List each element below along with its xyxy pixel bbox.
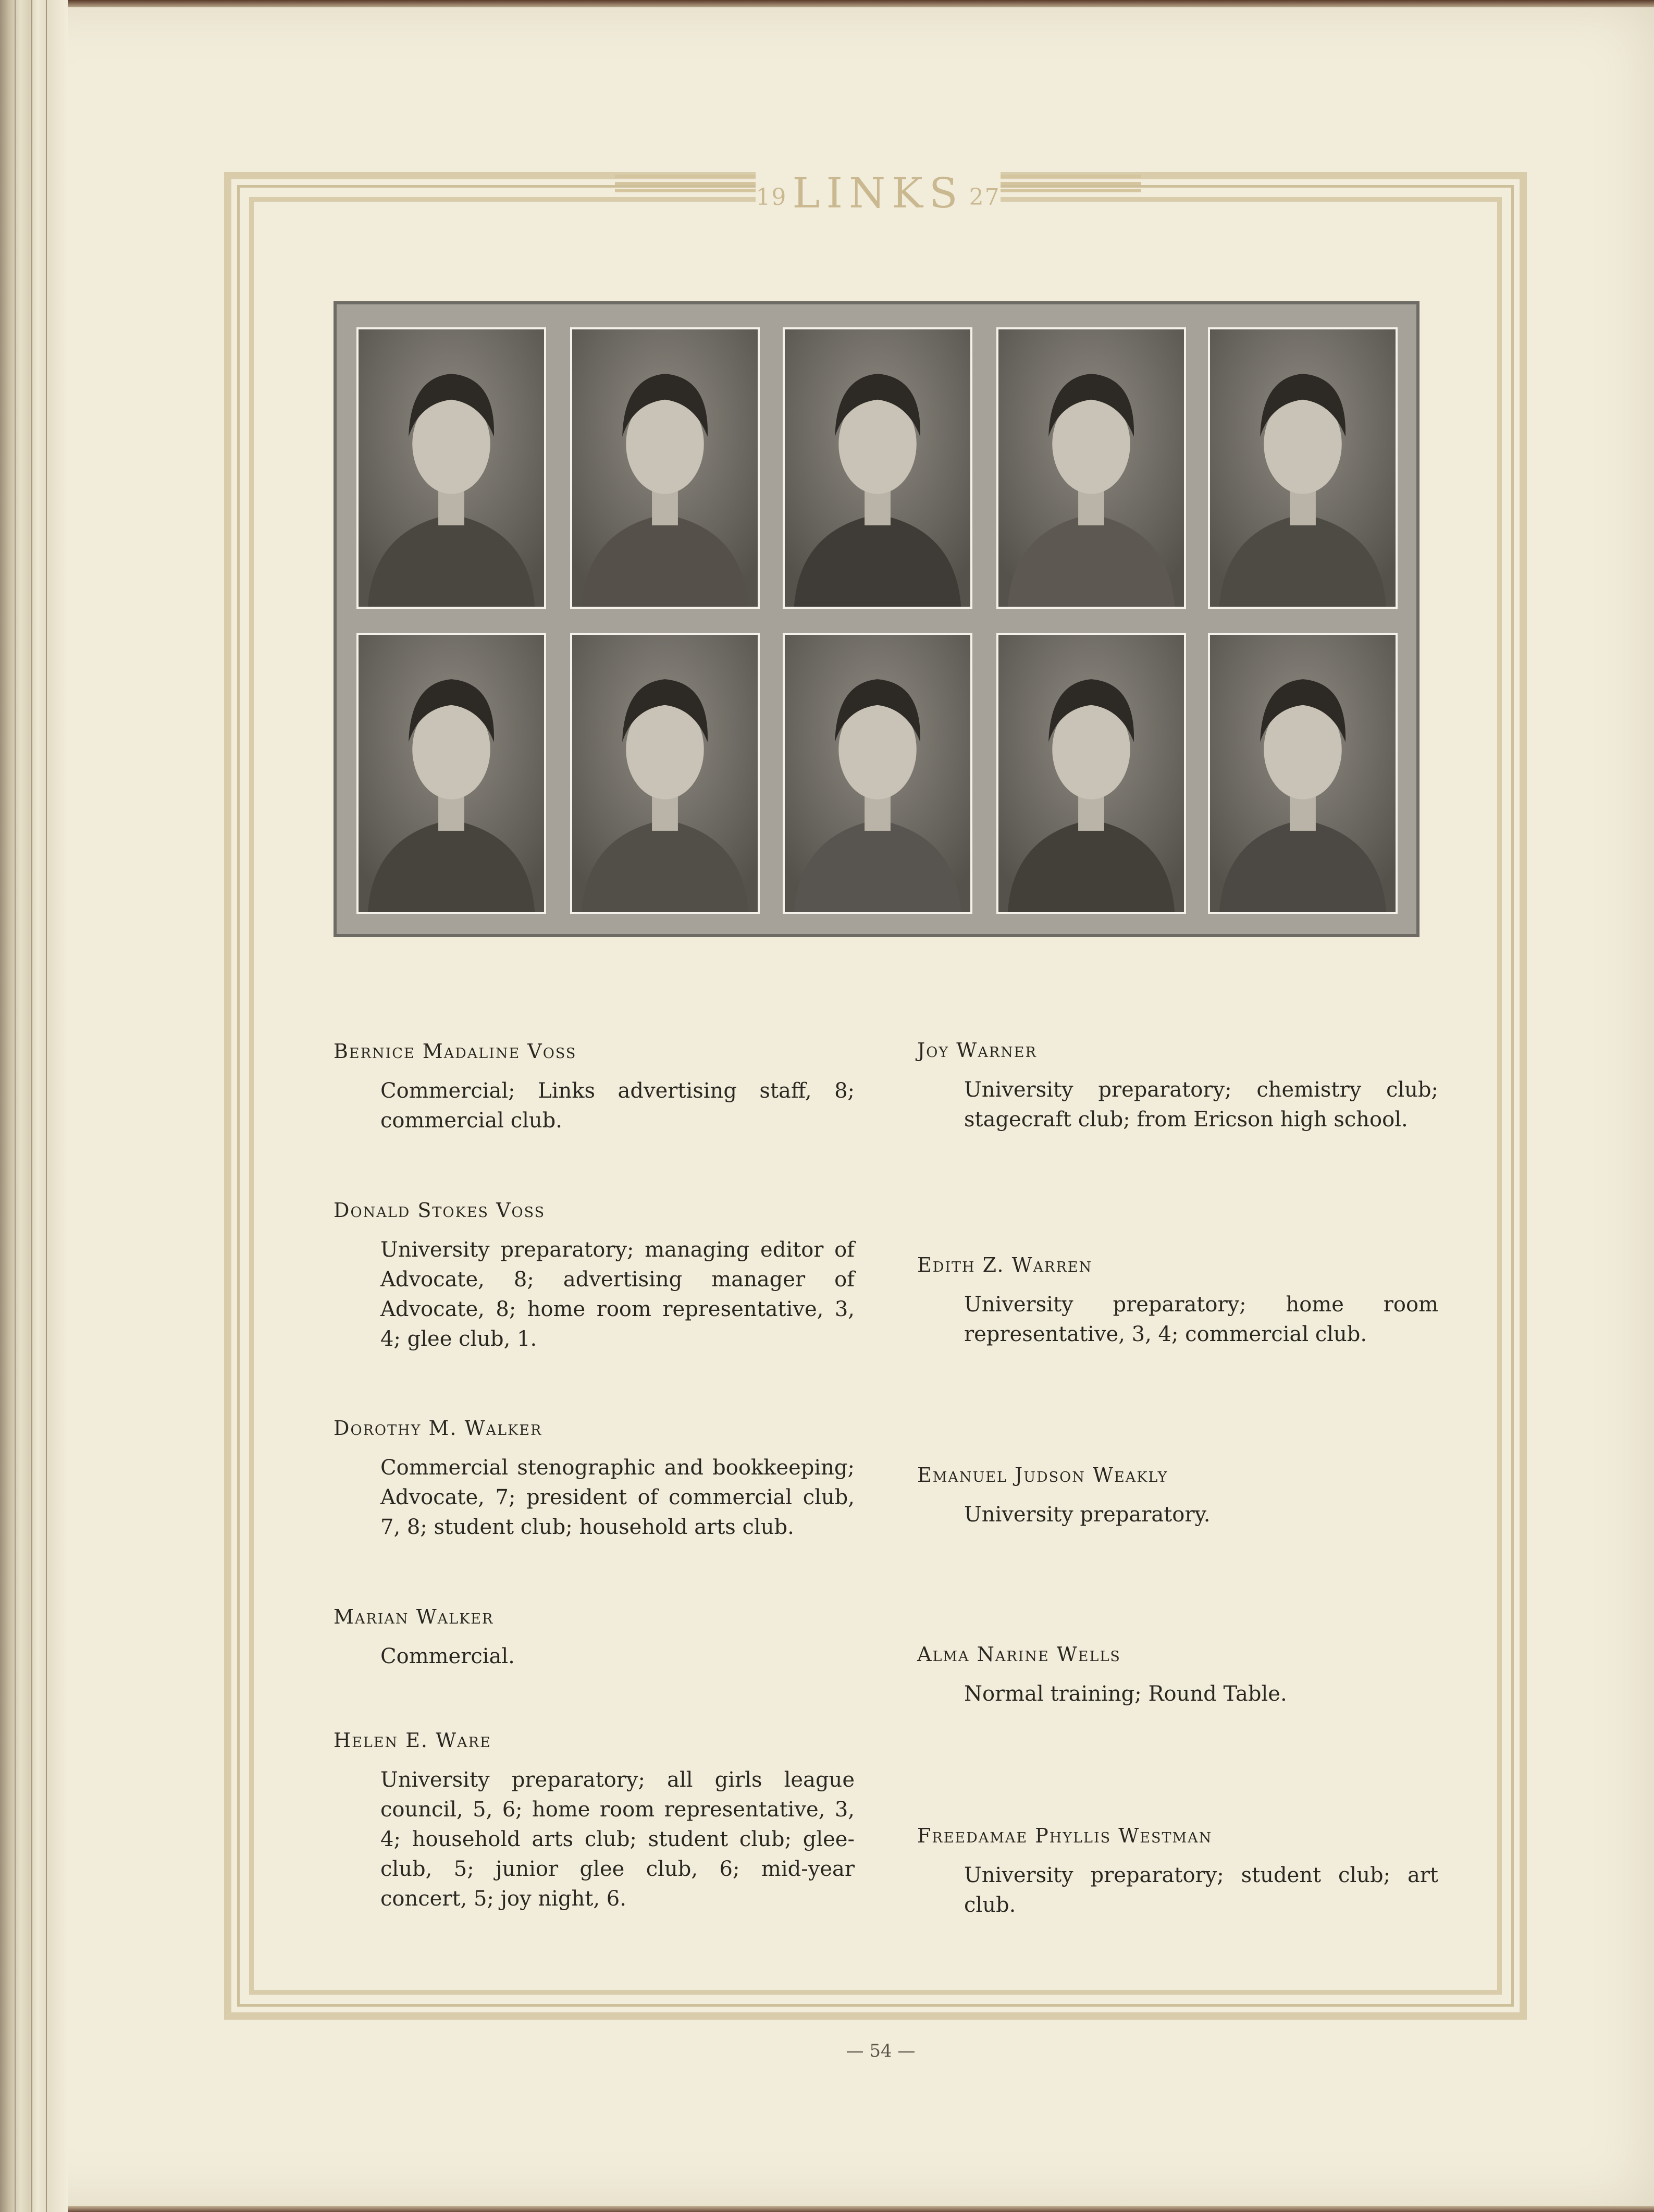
portrait-photo [996, 633, 1186, 914]
student-name: Alma Narine Wells [917, 1643, 1121, 1666]
student-entry [917, 1464, 1438, 1530]
student-activities: University preparatory; chemistry club; stagecraft club; from Ericson high school. [964, 1078, 1438, 1132]
running-header [756, 162, 1001, 224]
student-name: Dorothy M. Walker [334, 1417, 542, 1440]
student-entry [334, 1729, 855, 1914]
student-name: Helen E. Ware [334, 1729, 491, 1752]
student-activities: Normal training; Round Table. [964, 1682, 1287, 1706]
header-year-left: 19 [756, 183, 787, 211]
portrait-photo [1208, 327, 1398, 609]
portrait-photo [783, 327, 972, 609]
portrait-photo [996, 327, 1186, 609]
student-name: Marian Walker [334, 1605, 494, 1628]
student-entry [334, 1605, 855, 1672]
portrait-photo [1208, 633, 1398, 914]
portrait-panel [334, 301, 1420, 937]
student-name: Edith Z. Warren [917, 1254, 1093, 1276]
header-year-right: 27 [969, 183, 1001, 211]
page-number: — 54 — [846, 2041, 916, 2061]
student-activities: University preparatory; home room representative, 3, 4; commercial club. [964, 1293, 1438, 1346]
student-activities: University preparatory; all girls league council, 5, 6; home room representative, 3, 4; household arts club; student club; glee-club, 5; junior glee club, 6; mid-year concert, 5; joy night, 6. [380, 1768, 855, 1911]
student-entry [917, 1643, 1438, 1709]
student-name: Joy Warner [917, 1039, 1037, 1062]
student-entry [334, 1199, 855, 1354]
student-name: Emanuel Judson Weakly [917, 1464, 1168, 1486]
student-entry [917, 1824, 1438, 1920]
student-entry [917, 1039, 1438, 1135]
page-bottom-edge [0, 2206, 1654, 2212]
portrait-photo [356, 327, 546, 609]
portrait-photo [356, 633, 546, 914]
student-activities: Commercial; Links advertising staff, 8; commercial club. [380, 1079, 855, 1133]
student-activities: University preparatory. [964, 1503, 1211, 1527]
student-name: Bernice Madaline Voss [334, 1040, 577, 1063]
portrait-photo [570, 327, 760, 609]
student-name: Freedamae Phyllis Westman [917, 1824, 1213, 1847]
student-activities: Commercial. [380, 1644, 515, 1668]
student-name: Donald Stokes Voss [334, 1199, 546, 1222]
header-ornament-left [615, 175, 756, 201]
student-entry [334, 1040, 855, 1136]
student-entry [334, 1417, 855, 1542]
portrait-photo [570, 633, 760, 914]
portrait-photo [783, 633, 972, 914]
header-title: LINKS [792, 168, 964, 217]
page-binding [0, 0, 68, 2212]
student-activities: University preparatory; managing editor of Advocate, 8; advertising manager of Advocate, 8; home room representative, 3, 4; glee club, 1. [380, 1238, 855, 1351]
header-ornament-right [1001, 175, 1141, 201]
student-activities: University preparatory; student club; art club. [964, 1863, 1438, 1917]
student-activities: Commercial stenographic and bookkeeping; Advocate, 7; president of commercial club, 7, 8; student club; household arts club. [380, 1456, 855, 1539]
page-top-edge [0, 0, 1654, 7]
student-entry [917, 1254, 1438, 1349]
